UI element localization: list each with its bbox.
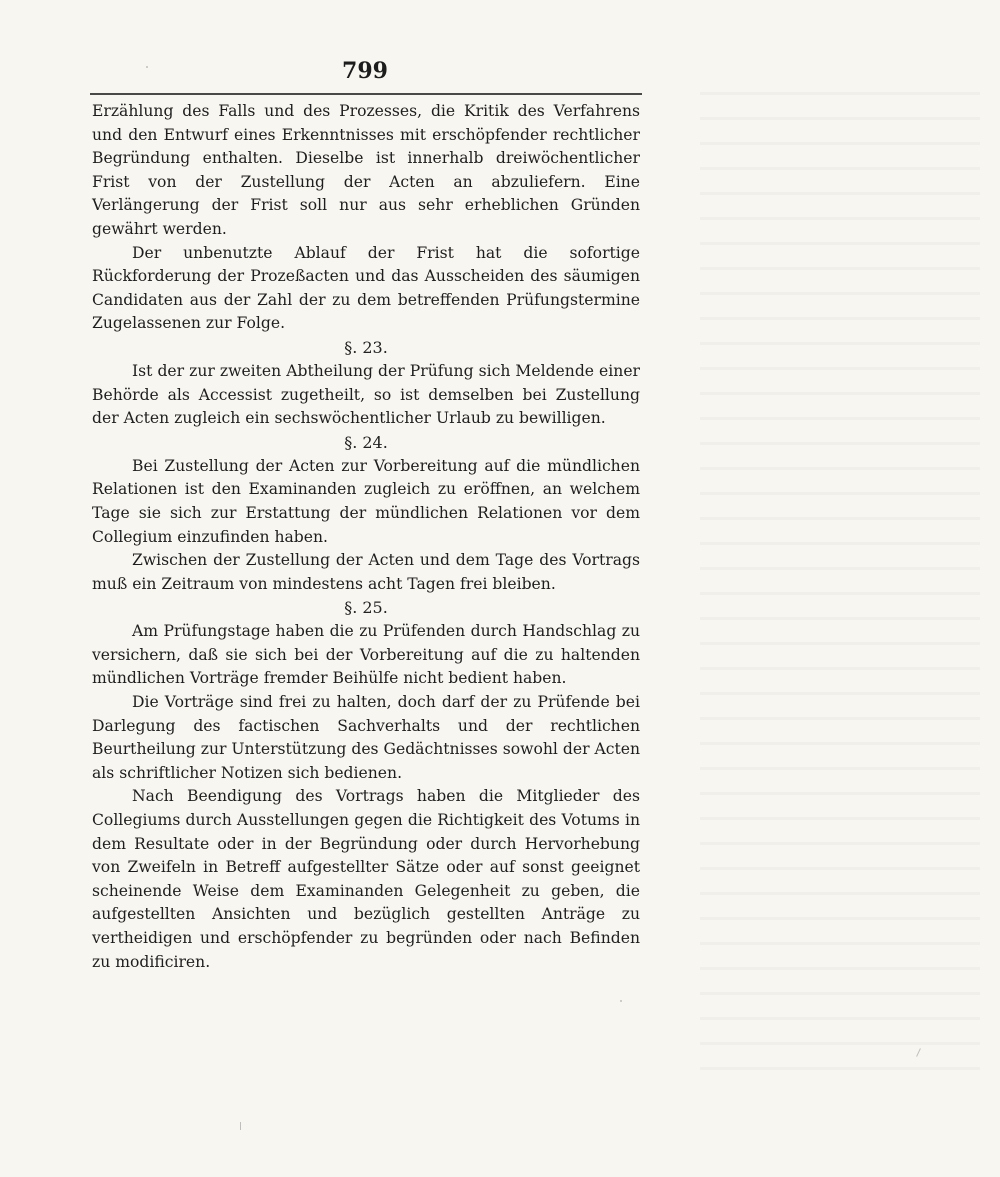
paper-speck [620, 1000, 622, 1002]
section-heading-25: §. 25. [344, 598, 388, 618]
paragraph-5: Zwischen der Zustellung der Acten und dem Tage des Vortrags muß ein Zeitraum von mindestens acht Tagen frei bleiben. [92, 551, 640, 593]
paragraph-1: Erzählung des Falls und des Prozesses, die Kritik des Verfahrens und den Entwurf eines Erkenntnisses mit erschöpfender rechtlicher Begründung enthalten. Dieselbe ist innerhalb dreiwöchentlicher Frist von der Zustellung der Acten an abzuliefern. Eine Verlängerung der Frist soll nur aus sehr erheblichen Gründen gewährt werden. [92, 102, 640, 238]
bleed-through-shadow [700, 70, 980, 1090]
paragraph-8: Nach Beendigung des Vortrags haben die Mitglieder des Collegiums durch Ausstellungen gegen die Richtigkeit des Votums in dem Resultate oder in der Begründung oder durch Hervorhebung von Zweifeln in Betreff aufgestellter Sätze oder auf sonst geeignet scheinende Weise dem Examinanden Gelegenheit zu geben, die aufgestellten Ansichten und bezüglich gestellten Anträge zu vertheidigen und erschöpfender zu begründen oder nach Befinden zu modificiren. [92, 787, 640, 971]
section-heading-23: §. 23. [344, 337, 388, 357]
paper-speck [146, 66, 148, 68]
paragraph-3: Ist der zur zweiten Abtheilung der Prüfung sich Meldende einer Behörde als Accessist zugetheilt, so ist demselben bei Zustellung der Acten zugleich ein sechswöchentlicher Urlaub zu bewilligen. [92, 361, 640, 428]
body-text [92, 100, 640, 974]
section-heading-24: §. 24. [344, 432, 388, 452]
paragraph-7: Die Vorträge sind frei zu halten, doch darf der zu Prüfende bei Darlegung des factischen Sachverhalts und der rechtlichen Beurtheilung zur Unterstützung des Gedächtnisses sowohl der Acten als schriftlicher Notizen sich bedienen. [92, 693, 641, 782]
page-number: 799 [342, 58, 388, 84]
paper-speck [240, 1122, 241, 1130]
header-rule [90, 93, 642, 95]
paragraph-4: Bei Zustellung der Acten zur Vorbereitung auf die mündlichen Relationen ist den Examinanden zugleich zu eröffnen, an welchem Tage sie sich zur Erstattung der mündlichen Relationen vor dem Collegium einzufinden haben. [92, 456, 640, 546]
paragraph-6: Am Prüfungstage haben die zu Prüfenden durch Handschlag zu versichern, daß sie sich bei der Vorbereitung auf die zu haltenden mündlichen Vorträge fremder Beihülfe nicht bedient haben. [92, 622, 640, 688]
paragraph-2: Der unbenutzte Ablauf der Frist hat die sofortige Rückforderung der Prozeßacten und das Ausscheiden des säumigen Candidaten aus der Zahl der zu dem betreffenden Prüfungstermine Zugelassenen zur Folge. [92, 243, 640, 333]
